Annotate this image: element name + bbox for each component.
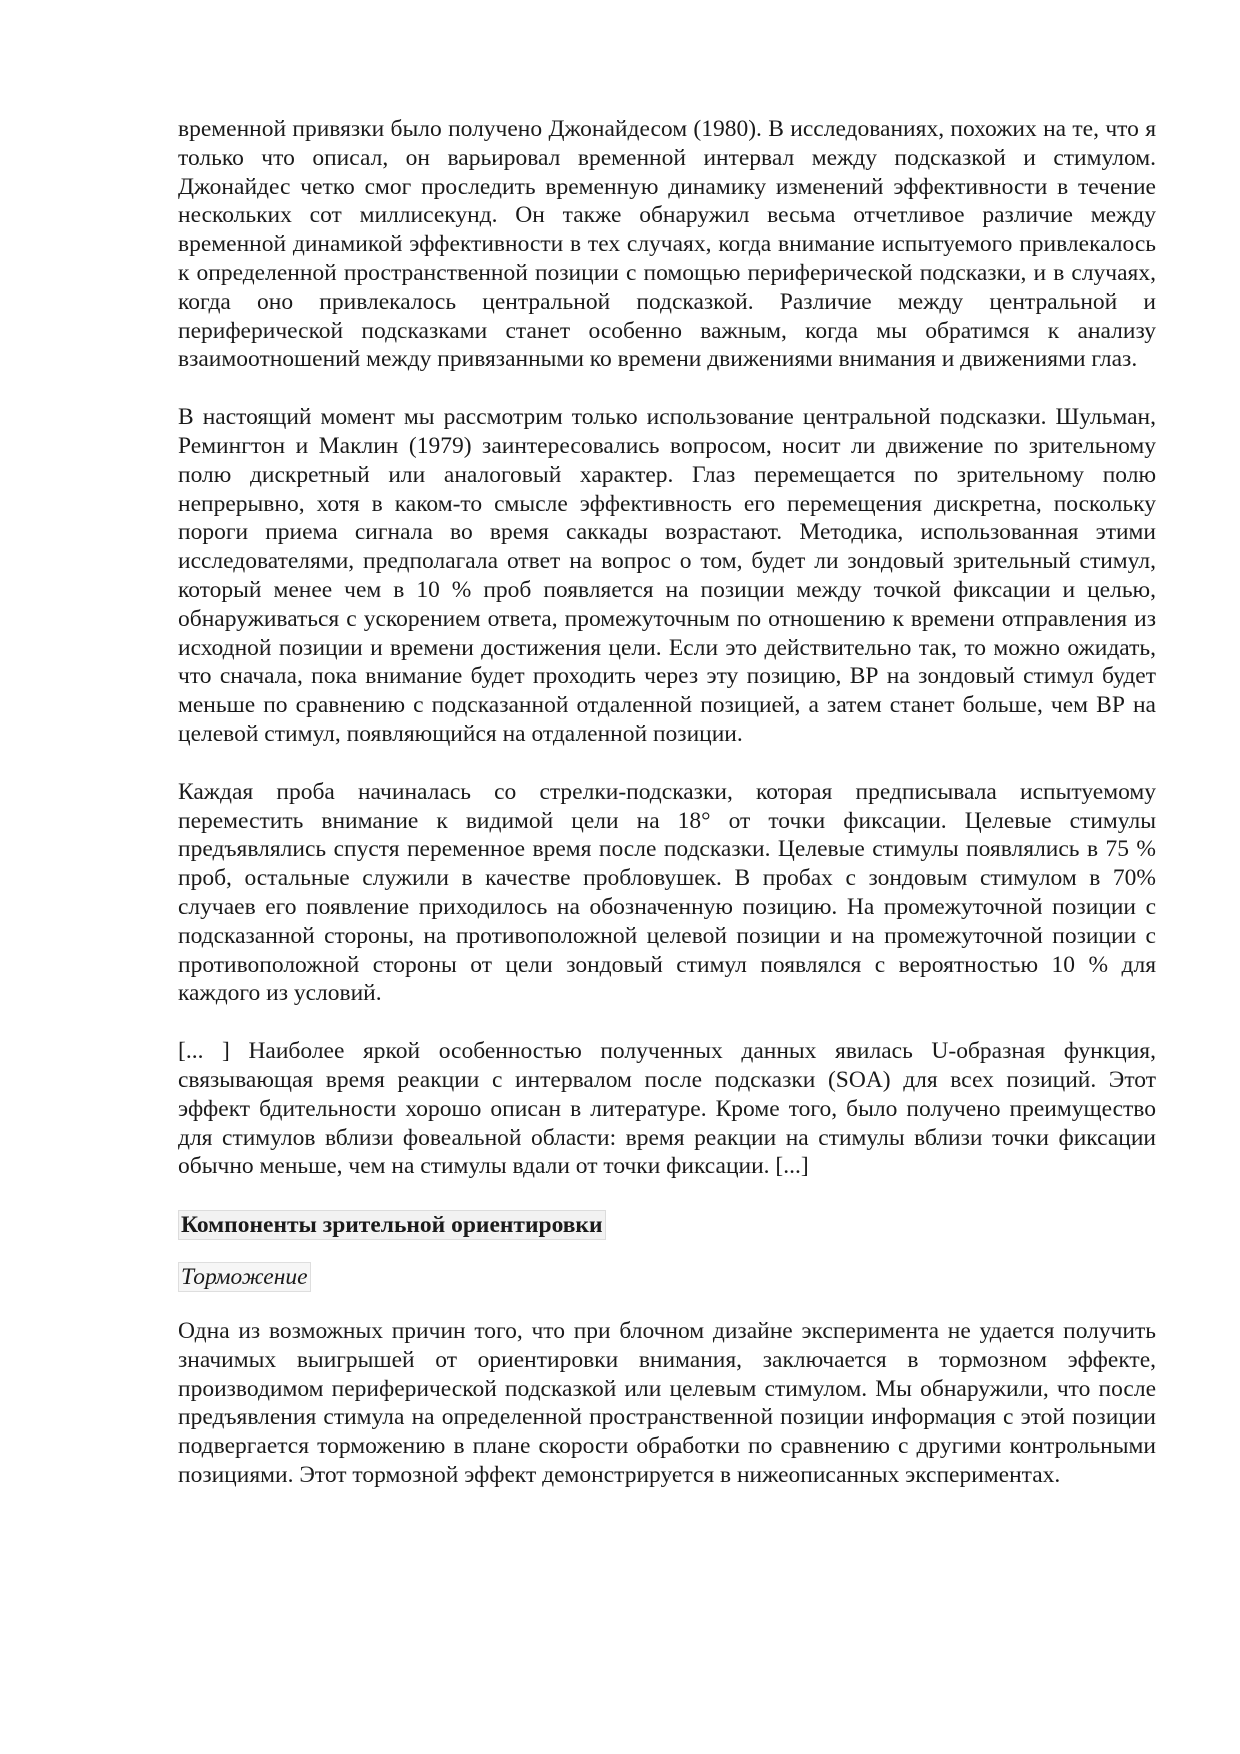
paragraph-central-cue: В настоящий момент мы рассмотрим только использование центральной подсказки. Шульман, Ремингтон и Маклин (1979) заинтересовались вопросом, носит ли движение по зрительному полю дискретный или аналоговый характер. Глаз перемещается по зрительному полю непрерывно, хотя в каком-то смысле эффективность его перемещения дискретна, поскольку пороги приема сигнала во время саккады возрастают. Методика, использованная этими исследователями, предполагала ответ на вопрос о том, будет ли зондовый зрительный стимул, который менее чем в 10 % проб появляется на позиции между точкой фиксации и целью, обнаруживаться с ускорением ответа, промежуточным по отношению к времени отправления из исходной позиции и времени достижения цели. Если это действительно так, то можно ожидать, что сначала, пока внимание будет проходить через эту позицию, ВР на зондовый стимул будет меньше по сравнению с подсказанной отдаленной позицией, а затем станет больше, чем ВР на целевой стимул, появляющийся на отдаленной позиции.	[178, 404, 1156, 747]
subsection-heading: Торможение	[178, 1262, 311, 1292]
paragraph-inhibition: Одна из возможных причин того, что при блочном дизайне эксперимента не удается получить значимых выигрышей от ориентировки внимания, заключается в тормозном эффекте, производимом периферической подсказкой или целевым стимулом. Мы обнаружили, что после предъявления стимула на определенной пространственной позиции информация с этой позиции подвергается торможению в плане скорости обработки по сравнению с другими контрольными позициями. Этот тормозной эффект демонстрируется в нижеописанных экспериментах.	[178, 1318, 1156, 1489]
paragraph-temporal-binding: временной привязки было получено Джонайдесом (1980). В исследованиях, похожих на те, что я только что описал, он варьировал временной интервал между подсказкой и стимулом. Джонайдес четко смог проследить временную динамику изменений эффективности в течение нескольких сот миллисекунд. Он также обнаружил весьма отчетливое различие между временной динамикой эффективности в тех случаях, когда внимание испытуемого привлекалось к определенной пространственной позиции с помощью периферической подсказки, и в случаях, когда оно привлекалось центральной подсказкой. Различие между центральной и периферической подсказками станет особенно важным, когда мы обратимся к анализу взаимоотношений между привязанными ко времени движениями внимания и движениями глаз.	[178, 116, 1156, 373]
section-heading: Компоненты зрительной ориентировки	[178, 1210, 606, 1240]
paragraph-trial-procedure: Каждая проба начиналась со стрелки-подсказки, которая предписывала испытуемому переместить внимание к видимой цели на 18° от точки фиксации. Целевые стимулы предъявлялись спустя переменное время после подсказки. Целевые стимулы появлялись в 75 % проб, остальные служили в качестве пробловушек. В пробах с зондовым стимулом в 70% случаев его появление приходилось на обозначенную позицию. На промежуточной позиции с подсказанной стороны, на противоположной целевой позиции и на промежуточной позиции с противоположной стороны от цели зондовый стимул появлялся с вероятностью 10 % для каждого из условий.	[178, 778, 1156, 1007]
paragraph-results: [... ] Наиболее яркой особенностью полученных данных явилась U-образная функция, связывающая время реакции с интервалом после подсказки (SOA) для всех позиций. Этот эффект бдительности хорошо описан в литературе. Кроме того, было получено преимущество для стимулов вблизи фовеальной области: время реакции на стимулы вблизи точки фиксации обычно меньше, чем на стимулы вдали от точки фиксации. [...]	[178, 1038, 1156, 1180]
subsection-heading-container	[178, 1262, 1156, 1292]
document-page	[178, 115, 1156, 1519]
section-heading-container	[178, 1210, 1156, 1240]
